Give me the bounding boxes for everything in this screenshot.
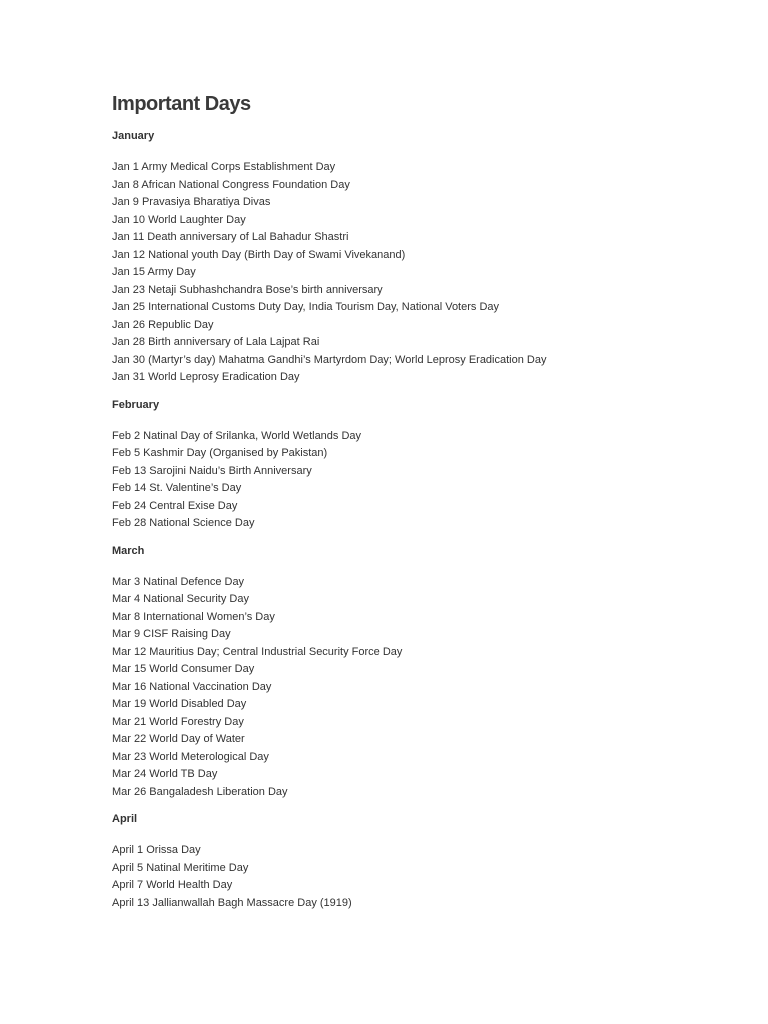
- day-entry: Feb 24 Central Exise Day: [112, 499, 238, 512]
- day-list: [112, 159, 732, 387]
- months-container: [112, 127, 732, 912]
- day-entry: Jan 11 Death anniversary of Lal Bahadur Shastri: [112, 231, 349, 243]
- day-entry: Feb 28 National Science Day: [112, 517, 255, 529]
- day-entry: Jan 8 African National Congress Foundation Day: [112, 178, 350, 191]
- month-heading: January: [112, 130, 155, 142]
- day-entry: Feb 2 Natinal Day of Srilanka, World Wetlands Day: [112, 429, 362, 442]
- day-entry: Mar 22 World Day of Water: [112, 733, 245, 745]
- day-entry: Mar 23 World Meterological Day: [112, 750, 269, 763]
- day-entry: Jan 15 Army Day: [112, 266, 196, 278]
- day-entry: Jan 10 World Laughter Day: [112, 213, 246, 226]
- day-entry: April 1 Orissa Day: [112, 844, 201, 856]
- day-entry: April 5 Natinal Meritime Day: [112, 861, 249, 874]
- month-section-january: [112, 127, 732, 387]
- day-entry: Mar 12 Mauritius Day; Central Industrial Security Force Day: [112, 645, 403, 658]
- month-section-february: [112, 396, 732, 533]
- day-entry: Mar 15 World Consumer Day: [112, 663, 255, 675]
- document-page: [112, 88, 732, 912]
- page-title: Important Days: [112, 93, 251, 115]
- day-entry: Mar 4 National Security Day: [112, 593, 249, 605]
- month-heading: March: [112, 544, 145, 557]
- day-entry: April 7 World Health Day: [112, 879, 233, 891]
- day-entry: Mar 26 Bangaladesh Liberation Day: [112, 785, 288, 798]
- day-entry: Mar 24 World TB Day: [112, 768, 218, 780]
- day-entry: Jan 12 National youth Day (Birth Day of Swami Vivekanand): [112, 248, 406, 261]
- day-entry: Feb 13 Sarojini Naidu’s Birth Anniversary: [112, 464, 312, 477]
- day-entry: Jan 9 Pravasiya Bharatiya Divas: [112, 196, 271, 208]
- day-entry: Jan 1 Army Medical Corps Establishment Day: [112, 161, 336, 173]
- month-section-april: [112, 810, 732, 912]
- day-entry: Mar 21 World Forestry Day: [112, 715, 244, 728]
- day-list: [112, 842, 732, 912]
- day-entry: Jan 31 World Leprosy Eradication Day: [112, 371, 300, 383]
- day-entry: Jan 23 Netaji Subhashchandra Bose’s birth anniversary: [112, 283, 383, 296]
- month-heading: April: [112, 813, 138, 825]
- day-entry: Mar 8 International Women’s Day: [112, 610, 275, 623]
- day-entry: Mar 9 CISF Raising Day: [112, 628, 231, 640]
- month-heading: February: [112, 398, 160, 411]
- day-entry: Mar 16 National Vaccination Day: [112, 680, 272, 693]
- day-entry: Jan 28 Birth anniversary of Lala Lajpat Rai: [112, 336, 320, 348]
- day-entry: Feb 5 Kashmir Day (Organised by Pakistan): [112, 447, 328, 459]
- day-entry: Feb 14 St. Valentine’s Day: [112, 482, 242, 494]
- day-entry: Jan 30 (Martyr’s day) Mahatma Gandhi’s Martyrdom Day; World Leprosy Eradication Day: [112, 353, 547, 366]
- day-entry: Jan 25 International Customs Duty Day, India Tourism Day, National Voters Day: [112, 301, 500, 313]
- day-entry: Jan 26 Republic Day: [112, 318, 214, 331]
- day-list: [112, 574, 732, 802]
- day-list: [112, 428, 732, 533]
- day-entry: April 13 Jallianwallah Bagh Massacre Day (1919): [112, 896, 352, 909]
- month-section-march: [112, 542, 732, 802]
- day-entry: Mar 19 World Disabled Day: [112, 698, 247, 710]
- day-entry: Mar 3 Natinal Defence Day: [112, 575, 245, 588]
